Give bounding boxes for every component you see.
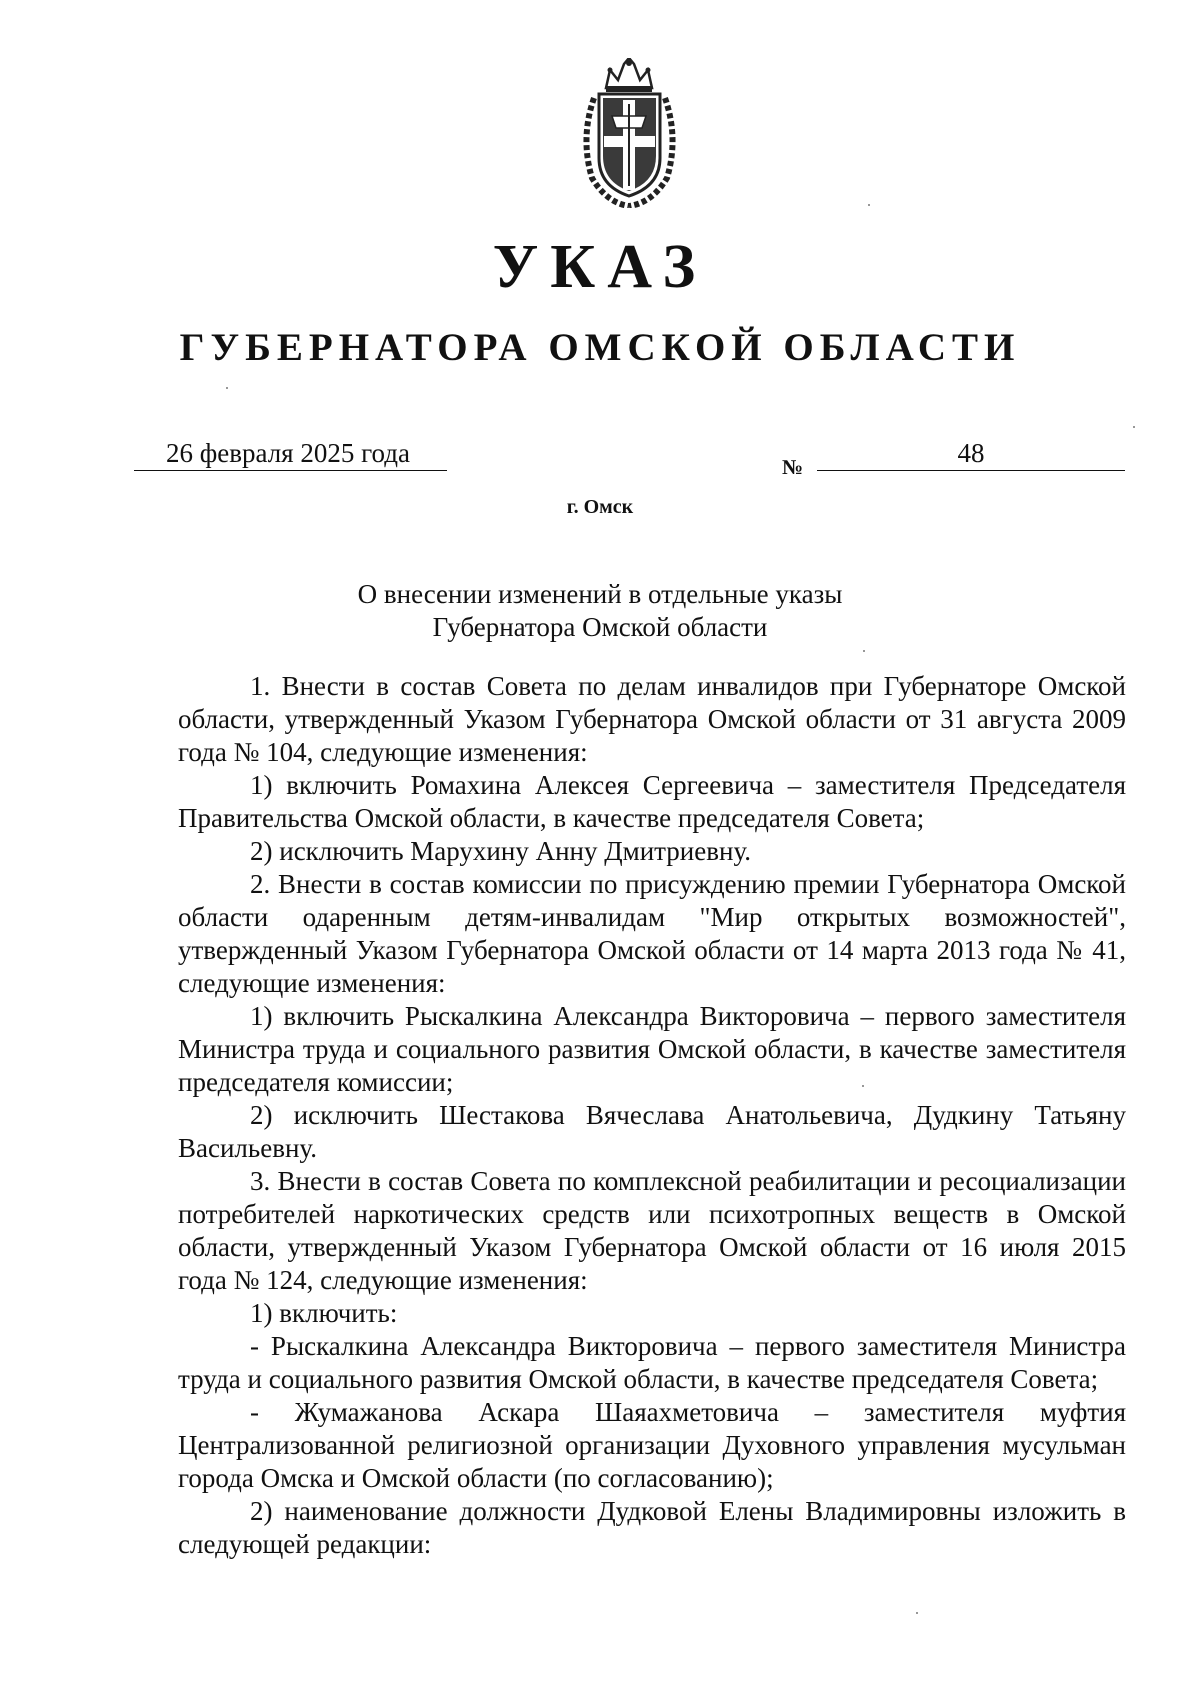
scan-speck: [863, 650, 865, 652]
decree-subject: [0, 578, 1200, 644]
paragraph: 2) исключить Шестакова Вячеслава Анатольевича, Дудкину Татьяну Васильевну.: [178, 1100, 1126, 1163]
paragraph: 1. Внести в состав Совета по делам инвалидов при Губернаторе Омской области, утвержденный Указом Губернатора Омской области от 31 августа 2009 года № 104, следующие изменения:: [178, 671, 1126, 767]
paragraph: - Жумажанова Аскара Шаяахметовича – заместителя муфтия Централизованной религиозной организации Духовного управления мусульман города Омска и Омской области (по согласованию);: [178, 1397, 1126, 1493]
subject-line: Губернатора Омской области: [432, 612, 768, 642]
paragraph: 1) включить Ромахина Алексея Сергеевича – заместителя Председателя Правительства Омской области, в качестве председателя Совета;: [178, 770, 1126, 833]
scan-speck: [862, 1085, 864, 1087]
paragraph: 1) включить:: [250, 1298, 398, 1328]
city-name: г. Омск: [566, 496, 634, 518]
scan-speck: [868, 204, 870, 206]
document-issuer: ГУБЕРНАТОРА ОМСКОЙ ОБЛАСТИ: [179, 326, 1021, 369]
paragraph: 1) включить Рыскалкина Александра Викторовича – первого заместителя Министра труда и социального развития Омской области, в качестве заместителя председателя комиссии;: [178, 1001, 1126, 1097]
subject-line: О внесении изменений в отдельные указы: [357, 579, 843, 609]
paragraph: 2. Внести в состав комиссии по присуждению премии Губернатора Омской области одаренным детям-инвалидам "Мир открытых возможностей", утвержденный Указом Губернатора Омской области от 14 марта 2013 года № 41, следующие изменения:: [178, 869, 1126, 998]
scan-speck: [226, 387, 228, 389]
decree-number: 48: [817, 436, 1125, 471]
decree-body: [178, 670, 1126, 1561]
omsk-coat-of-arms-icon: [572, 58, 687, 208]
number-label: №: [782, 455, 804, 479]
paragraph: 3. Внести в состав Совета по комплексной реабилитации и ресоциализации потребителей наркотических средств или психотропных веществ в Омской области, утвержденный Указом Губернатора Омской области от 16 июля 2015 года № 124, следующие изменения:: [178, 1166, 1126, 1295]
document-title: УКАЗ: [492, 233, 708, 301]
paragraph: 2) наименование должности Дудковой Елены Владимировны изложить в следующей редакции:: [178, 1496, 1126, 1559]
paragraph: 2) исключить Марухину Анну Дмитриевну.: [250, 836, 751, 866]
scan-speck: [1133, 426, 1135, 428]
decree-date: 26 февраля 2025 года: [134, 436, 447, 471]
scan-speck: [916, 1612, 918, 1614]
paragraph: - Рыскалкина Александра Викторовича – первого заместителя Министра труда и социального развития Омской области, в качестве председателя Совета;: [178, 1331, 1126, 1394]
